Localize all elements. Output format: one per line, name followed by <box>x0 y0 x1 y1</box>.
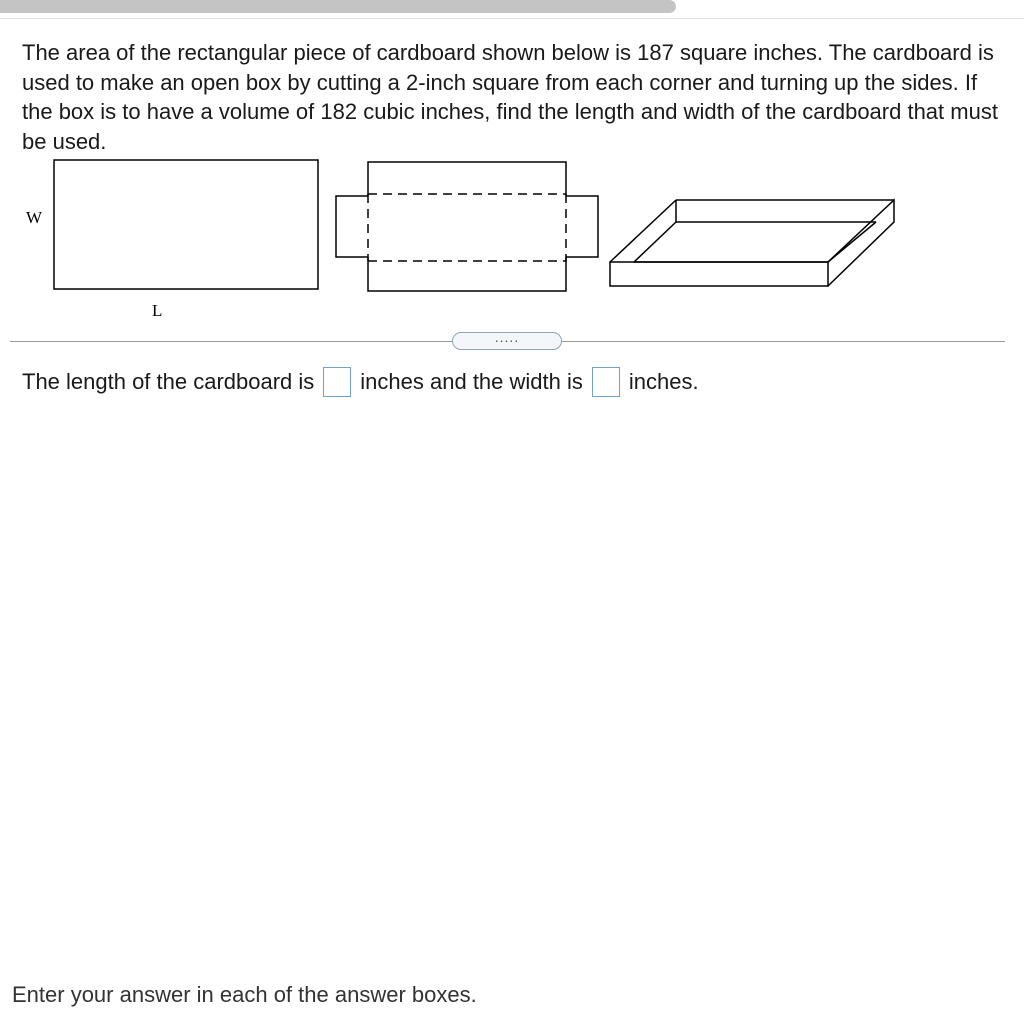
answer-prefix: The length of the cardboard is <box>22 369 315 394</box>
instruction-text: Enter your answer in each of the answer boxes. <box>12 982 477 1007</box>
cardboard-rectangle <box>54 160 318 289</box>
question-text: The area of the rectangular piece of cardboard shown below is 187 square inches. The cardboard is used to make an open box by cutting a 2-inch square from each corner and turning up the sides. If the box is to have a volume of 182 cubic inches, find the length and width of the cardboard that must be used. <box>22 40 998 154</box>
fold-lines <box>368 194 566 261</box>
expand-button[interactable] <box>452 329 562 350</box>
length-answer-box[interactable] <box>323 367 351 397</box>
width-label: W <box>26 208 43 227</box>
width-answer-box[interactable] <box>592 367 620 397</box>
open-box <box>610 200 894 286</box>
top-scrollbar-thumb[interactable] <box>0 0 676 13</box>
cardboard-figure <box>0 150 920 330</box>
answer-suffix: inches. <box>628 369 699 394</box>
answer-middle: inches and the width is <box>360 369 583 394</box>
answer-sentence <box>22 366 699 398</box>
length-label: L <box>152 301 163 320</box>
cut-cardboard <box>336 162 598 291</box>
top-border <box>0 18 1024 19</box>
expand-dots: ..... <box>494 329 520 345</box>
top-scrollbar[interactable] <box>0 0 1024 16</box>
